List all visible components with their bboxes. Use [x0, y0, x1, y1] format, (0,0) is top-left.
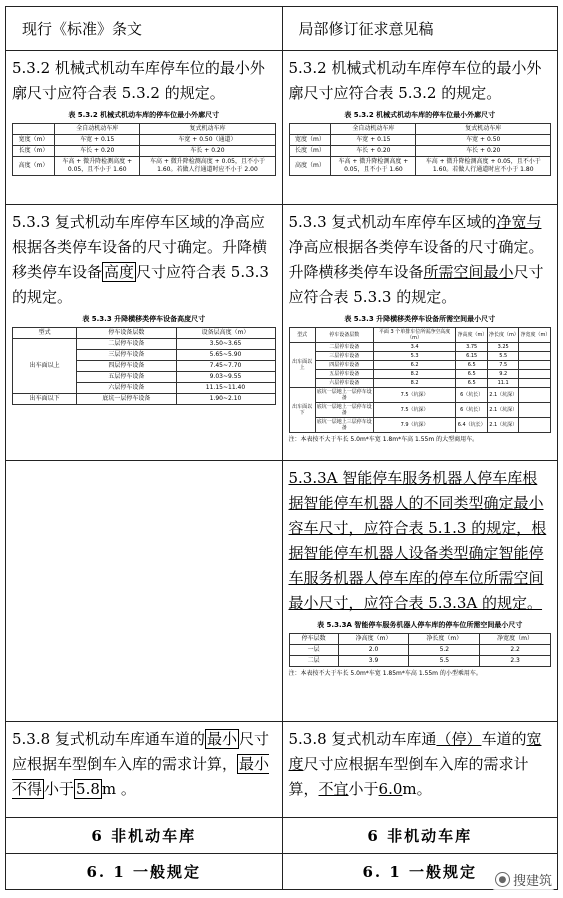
table-cell: 3.75	[456, 343, 488, 352]
table-cell: 车长 + 0.20	[140, 146, 275, 157]
table-row	[13, 394, 276, 405]
col-header: 净宽度（m）	[480, 634, 551, 645]
table-row	[289, 146, 551, 157]
col-header: 设备层高度（m）	[176, 328, 275, 339]
table-title: 表 5.3.2 机械式机动车库的停车位最小外廓尺寸	[344, 111, 496, 119]
table-cell: 6（坑长）	[456, 403, 488, 418]
comparison-table	[5, 6, 558, 890]
row-label: 高度（m）	[289, 157, 331, 176]
section-heading: 6 非机动车库	[367, 827, 473, 845]
table-row	[13, 135, 276, 146]
table-cell: 五层停车设备	[77, 372, 176, 383]
col-header: 停车层数	[289, 634, 338, 645]
table-title: 表 5.3.2 机械式机动车库的停车位最小外廓尺寸	[68, 111, 220, 119]
table-row	[289, 370, 551, 379]
col-header: 复式机动车库	[140, 124, 275, 135]
clause-5-3-8-current	[6, 722, 282, 817]
table-cell: 2.1（坑深）	[487, 403, 519, 418]
table-5-3-2-draft	[289, 123, 552, 176]
clause-5-3-3a-current-empty	[6, 461, 282, 721]
table-cell: 5.5	[487, 352, 519, 361]
table-row	[13, 157, 276, 176]
col-header: 净宽度（m）	[519, 328, 551, 343]
table-cell: 5.65~5.90	[176, 350, 275, 361]
underlined-text: 所需空间最小	[423, 263, 514, 281]
table-cell: 6.4（坑长）	[456, 418, 488, 433]
clause-5-3-3-current	[6, 205, 282, 460]
table-5-3-3a-draft	[289, 633, 552, 667]
clause-5-3-2-row	[6, 50, 557, 204]
clause-5-3-2-draft	[282, 51, 558, 204]
clause-text: 5.3.2 机械式机动车库停车位的最小外廓尺寸应符合表 5.3.2 的规定。	[288, 59, 542, 102]
boxed-text: 最小	[206, 730, 237, 748]
table-cell: 7.5（坑深）	[373, 403, 456, 418]
clause-5-3-3a-row	[6, 460, 557, 721]
table-cell: 底坑一层地上一层停车设备	[316, 404, 372, 416]
table-cell: 三层停车设备	[77, 350, 176, 361]
table-cell: 四层停车设备	[77, 361, 176, 372]
table-cell: 3.9	[338, 656, 409, 667]
table-cell: 二层停车设备	[315, 343, 373, 352]
table-cell: 二层停车设备	[77, 339, 176, 350]
table-cell: 6.5	[456, 370, 488, 379]
col-header: 平面 3 个单排车位所需净空高度（m）	[373, 328, 456, 343]
table-cell: 9.03~9.55	[176, 372, 275, 383]
col-header: 停车设备层数	[315, 328, 373, 343]
underlined-text: 5.3.3A 智能停车服务机器人停车库根据智能停车机器人的不同类型确定最小容车尺寸，应符合表 5.1.3 的规定，根据智能停车机器人设备类型确定智能停车服务机器人停车库的停车位所需空间最小尺寸，应符合表 5.3.3A 的规定。	[288, 469, 547, 612]
clause-text: 5.3.8 复式机动车库通（停）车道的宽度尺寸应根据车型倒车入库的需求计算，不宜小于6.0m。	[288, 730, 542, 798]
table-cell: 7.5	[487, 361, 519, 370]
subsection-heading: 6. 1 一般规定	[86, 863, 202, 881]
table-cell: 车长 + 0.20	[55, 146, 140, 157]
table-5-3-3-draft	[289, 327, 552, 433]
table-row	[289, 379, 551, 388]
clause-5-3-3-row	[6, 204, 557, 460]
table-row	[289, 157, 551, 176]
table-cell: 3.4	[373, 343, 456, 352]
table-row	[289, 135, 551, 146]
table-row	[289, 645, 551, 656]
table-cell: 三层停车设备	[315, 352, 373, 361]
clause-text	[289, 466, 552, 616]
table-cell: 3.50~3.65	[176, 339, 275, 350]
table-row	[289, 124, 551, 135]
underlined-text: 净宽与	[496, 213, 542, 231]
table-cell: 六层停车设备	[315, 379, 373, 388]
row-label: 宽度（m）	[13, 135, 55, 146]
wechat-bubble-icon: ●	[495, 872, 510, 887]
table-cell: 6.5	[456, 361, 488, 370]
table-cell: 车长 + 0.20	[416, 146, 551, 157]
table-cell: 6.2	[373, 361, 456, 370]
boxed-text: 高度	[104, 263, 135, 281]
row-label: 高度（m）	[13, 157, 55, 176]
table-row	[13, 339, 276, 350]
underlined-text: 6.0	[378, 780, 403, 798]
table-5-3-2-current	[12, 123, 276, 176]
table-cell: 车高 + 微升降检测高度 + 0.05，且不小于 1.60	[331, 157, 416, 176]
table-note: 注：本表按不大于车长 5.0m*车宽 1.85m*车高 1.55m 的小型乘用车。	[288, 670, 482, 677]
clause-text: 5.3.3 复式机动车库停车区域的净高应根据各类停车设备的尺寸确定。升降横移类停车设备 高度 尺寸应符合表 5.3.3 的规定。	[12, 213, 269, 306]
col-header: 停车设备层数	[77, 328, 176, 339]
clause-text: 5.3.8 复式机动车库通车道的 最小 尺寸应根据车型倒车入库的需求计算， 最小不得 小于 5.8 m 。	[12, 730, 270, 798]
group-label: 出车面以上	[13, 339, 77, 394]
col-header: 复式机动车库	[416, 124, 551, 135]
table-header-row	[6, 7, 557, 50]
col-header: 净长度（m）	[487, 328, 519, 343]
table-cell: 6.5	[456, 379, 488, 388]
table-row	[289, 343, 551, 352]
clause-5-3-3a-draft	[282, 461, 558, 721]
table-cell: 2.1（坑深）	[487, 418, 519, 433]
table-cell: 底坑一层停车设备	[77, 394, 176, 405]
table-note: 注：本表按不大于车长 5.0m*车宽 1.8m*车高 1.55m 的大型商用车。	[288, 436, 479, 443]
table-cell: 车长 + 0.20	[331, 146, 416, 157]
table-row	[289, 656, 551, 667]
table-cell: 11.1	[487, 379, 519, 388]
group-label: 出车面以下	[13, 394, 77, 405]
table-row	[289, 418, 551, 433]
table-cell: 五层停车设备	[315, 370, 373, 379]
table-cell: 6.15	[456, 352, 488, 361]
table-cell: 7.9（坑深）	[373, 418, 456, 433]
table-row	[289, 634, 551, 645]
table-cell: 车高 + 微升降检测高度 + 0.05，且不小于 1.60。若做人行通道时应不小于 1.80	[416, 157, 551, 176]
table-row	[13, 124, 276, 135]
col-header: 全自动机动车库	[331, 124, 416, 135]
header-revision-draft: 局部修订征求意见稿	[282, 7, 558, 50]
table-cell: 2.0	[338, 645, 409, 656]
table-cell: 车宽 + 0.15	[331, 135, 416, 146]
boxed-text: 最小不得	[12, 755, 270, 798]
col-header: 净长度（m）	[409, 634, 480, 645]
row-label: 宽度（m）	[289, 135, 331, 146]
table-cell: 6（坑长）	[456, 388, 488, 403]
row-label: 长度（m）	[13, 146, 55, 157]
col-header: 型式	[13, 328, 77, 339]
table-cell: 六层停车设备	[77, 383, 176, 394]
watermark	[492, 869, 555, 890]
clause-5-3-8-row	[6, 721, 557, 817]
table-cell: 3.25	[487, 343, 519, 352]
table-cell: 车宽 + 0.15	[55, 135, 140, 146]
table-row	[289, 403, 551, 418]
table-cell: 5.5	[409, 656, 480, 667]
row-label: 长度（m）	[289, 146, 331, 157]
table-cell: 一层	[289, 645, 338, 656]
group-label: 出车面以上	[289, 343, 315, 388]
table-cell: 7.5（坑深）	[373, 388, 456, 403]
table-row	[289, 361, 551, 370]
watermark-text: 搜建筑	[512, 874, 552, 889]
col-header: 净高度（m）	[338, 634, 409, 645]
table-title: 表 5.3.3 升降横移类停车设备所需空间最小尺寸	[344, 315, 496, 323]
table-row	[289, 328, 551, 343]
subsection-heading: 6. 1 一般规定	[362, 863, 478, 881]
table-title: 表 5.3.3A 智能停车服务机器人停车库的停车位所需空间最小尺寸	[317, 621, 523, 629]
table-cell: 1.90~2.10	[176, 394, 275, 405]
col-header: 净高度（m）	[456, 328, 488, 343]
table-cell: 车宽 + 0.50	[416, 135, 551, 146]
table-row	[289, 352, 551, 361]
table-cell: 底坑一层地上一层停车设备	[316, 389, 372, 401]
table-cell: 四层停车设备	[315, 361, 373, 370]
clause-text: 5.3.2 机械式机动车库停车位的最小外廓尺寸应符合表 5.3.2 的规定。	[12, 59, 265, 102]
underlined-text: （停）	[436, 730, 482, 748]
clause-5-3-2-current	[6, 51, 282, 204]
table-title: 表 5.3.3 升降横移类停车设备高度尺寸	[82, 315, 206, 323]
table-cell: 5.3	[373, 352, 456, 361]
header-current-standard: 现行《标准》条文	[22, 20, 143, 38]
table-cell: 2.2	[480, 645, 551, 656]
clause-5-3-3-draft	[282, 205, 558, 460]
table-cell: 底坑一层地上三层停车设备	[316, 419, 372, 431]
table-cell: 11.15~11.40	[176, 383, 275, 394]
underlined-text: 不宜	[318, 780, 349, 798]
table-cell: 5.2	[409, 645, 480, 656]
table-cell: 7.45~7.70	[176, 361, 275, 372]
clause-5-3-8-draft	[282, 722, 558, 817]
table-cell: 车高 + 微升降检测高度 + 0.05，且不小于 1.60。若做人行通道时应不小于 2.00	[140, 157, 275, 176]
section-6-1-row	[6, 853, 557, 889]
table-cell: 9.2	[487, 370, 519, 379]
table-cell: 车高 + 微升降检测高度 + 0.05，且不小于 1.60	[55, 157, 140, 176]
table-row	[13, 146, 276, 157]
table-cell: 2.1（坑深）	[487, 388, 519, 403]
group-label: 出车面以下	[289, 388, 315, 433]
table-cell: 二层	[289, 656, 338, 667]
col-header: 型式	[289, 328, 315, 343]
section-6-row	[6, 817, 557, 853]
section-heading: 6 非机动车库	[91, 827, 197, 845]
table-5-3-3-current	[12, 327, 276, 405]
table-row	[289, 388, 551, 403]
boxed-text: 5.8	[76, 780, 100, 798]
underlined-text: 宽度	[288, 730, 542, 773]
table-cell: 8.2	[373, 370, 456, 379]
table-cell: 8.2	[373, 379, 456, 388]
table-row	[13, 328, 276, 339]
col-header: 全自动机动车库	[55, 124, 140, 135]
table-cell: 车宽 + 0.50（通道）	[140, 135, 275, 146]
table-cell: 2.3	[480, 656, 551, 667]
clause-text: 5.3.3 复式机动车库停车区域的净宽与净高应根据各类停车设备的尺寸确定。升降横移类停车设备所需空间最小尺寸应符合表 5.3.3 的规定。	[288, 213, 544, 306]
